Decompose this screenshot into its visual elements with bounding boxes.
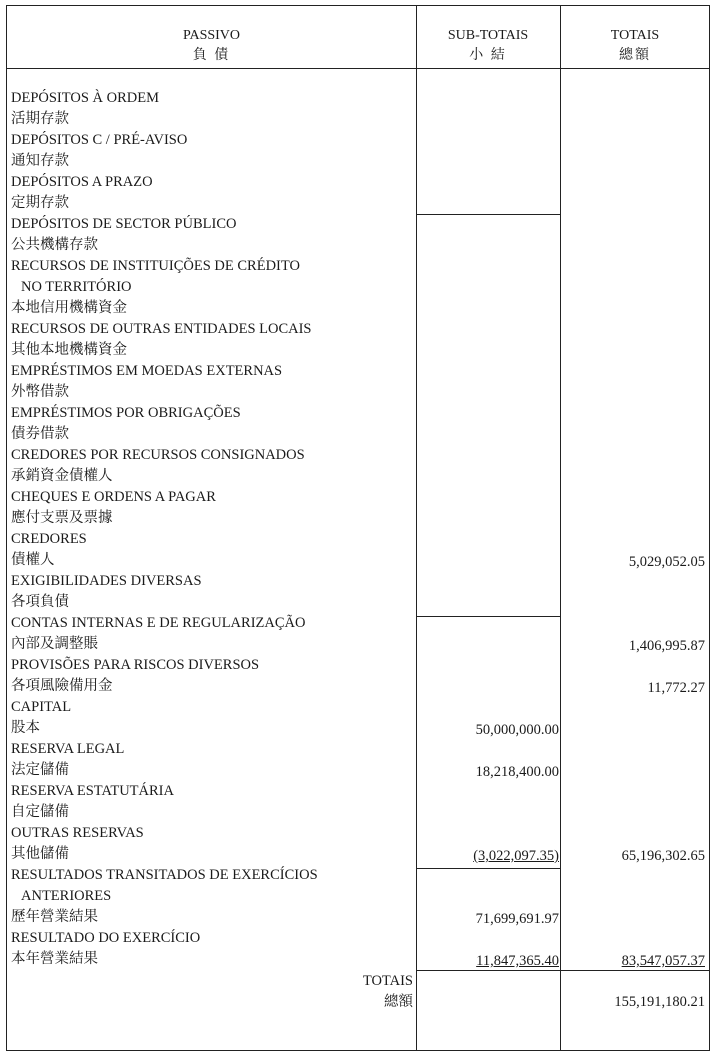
line-contas-internas: CONTAS INTERNAS E DE REGULARIZAÇÃO: [11, 615, 306, 631]
totais-label: TOTAIS: [362, 973, 413, 989]
total-resultados: 83,547,057.37: [621, 953, 705, 969]
header-totais-label: TOTAIS: [610, 28, 660, 43]
line-outras-reservas-zh: 其他儲備: [11, 846, 69, 862]
subtotal-outras-reservas: (3,022,097.35): [473, 848, 559, 864]
grand-total: 155,191,180.21: [614, 994, 705, 1010]
total-provisoes: 11,772.27: [647, 680, 705, 696]
line-emprestimos-obrigacoes: EMPRÉSTIMOS POR OBRIGAÇÕES: [11, 405, 241, 421]
totais-label-zh: 總額: [384, 994, 413, 1010]
line-resultado-exercicio: RESULTADO DO EXERCÍCIO: [11, 930, 201, 946]
line-credores-consignados: CREDORES POR RECURSOS CONSIGNADOS: [11, 447, 305, 463]
total-reservas: 65,196,302.65: [621, 848, 705, 864]
line-exigibilidades-zh: 各項負債: [11, 594, 69, 610]
subtotal-rule-2: [416, 616, 560, 617]
column-divider-2: [560, 6, 561, 1050]
header-totais-label-zh: 總額: [619, 48, 651, 63]
line-emprestimos-obrigacoes-zh: 債券借款: [11, 426, 69, 442]
header-passivo-label-zh: 負 債: [192, 48, 231, 63]
line-cheques-ordens-zh: 應付支票及票據: [11, 510, 113, 526]
line-reserva-legal-zh: 法定儲備: [11, 762, 69, 778]
subtotal-resultado-exercicio: 11,847,365.40: [476, 953, 559, 969]
total-credores: 5,029,052.05: [628, 554, 705, 570]
line-outras-reservas: OUTRAS RESERVAS: [11, 825, 144, 841]
line-resultado-exercicio-zh: 本年營業結果: [11, 951, 98, 967]
header-passivo: [7, 26, 416, 66]
line-reserva-estatutaria-zh: 自定儲備: [11, 804, 69, 820]
line-recursos-outras-entidades: RECURSOS DE OUTRAS ENTIDADES LOCAIS: [11, 321, 312, 337]
line-reserva-legal: RESERVA LEGAL: [11, 741, 125, 757]
line-contas-internas-zh: 內部及調整賬: [11, 636, 98, 652]
line-depositos-sector-publico-zh: 公共機構存款: [11, 237, 98, 253]
line-exigibilidades: EXIGIBILIDADES DIVERSAS: [11, 573, 202, 589]
line-resultados-transitados-cont: ANTERIORES: [21, 888, 112, 904]
line-recursos-instituicoes-cont: NO TERRITÓRIO: [21, 279, 132, 295]
line-provisoes: PROVISÕES PARA RISCOS DIVERSOS: [11, 657, 260, 673]
line-depositos-prazo-zh: 定期存款: [11, 195, 69, 211]
line-credores-consignados-zh: 承銷資金債權人: [11, 468, 113, 484]
line-depositos-prazo: DEPÓSITOS A PRAZO: [11, 174, 153, 190]
line-provisoes-zh: 各項風險備用金: [11, 678, 113, 694]
header-subtotais: [416, 26, 560, 66]
line-depositos-ordem: DEPÓSITOS À ORDEM: [11, 90, 159, 106]
header-rule: [7, 68, 709, 69]
line-resultados-transitados: RESULTADOS TRANSITADOS DE EXERCÍCIOS: [11, 867, 318, 883]
balance-sheet-table: [6, 5, 710, 1051]
line-credores-zh: 債權人: [11, 552, 55, 568]
header-totais: [560, 26, 710, 66]
line-depositos-sector-publico: DEPÓSITOS DE SECTOR PÚBLICO: [11, 216, 237, 232]
line-depositos-pre-aviso-zh: 通知存款: [11, 153, 69, 169]
line-reserva-estatutaria: RESERVA ESTATUTÁRIA: [11, 783, 174, 799]
total-contas-internas: 1,406,995.87: [628, 638, 705, 654]
column-divider-1: [416, 6, 417, 1050]
subtotal-resultados-transitados: 71,699,691.97: [475, 911, 559, 927]
line-resultados-transitados-zh: 歷年營業結果: [11, 909, 98, 925]
line-credores: CREDORES: [11, 531, 87, 547]
line-recursos-outras-entidades-zh: 其他本地機構資金: [11, 342, 127, 358]
header-subtotais-label-zh: 小 結: [469, 48, 507, 63]
line-depositos-ordem-zh: 活期存款: [11, 111, 69, 127]
line-depositos-pre-aviso: DEPÓSITOS C / PRÉ-AVISO: [11, 132, 188, 148]
line-emprestimos-moedas-zh: 外幣借款: [11, 384, 69, 400]
header-subtotais-label: SUB-TOTAIS: [447, 28, 529, 43]
line-recursos-instituicoes: RECURSOS DE INSTITUIÇÕES DE CRÉDITO: [11, 258, 300, 274]
line-recursos-instituicoes-zh: 本地信用機構資金: [11, 300, 127, 316]
line-capital: CAPITAL: [11, 699, 72, 715]
header-passivo-label: PASSIVO: [182, 28, 241, 43]
line-capital-zh: 股本: [11, 720, 40, 736]
line-cheques-ordens: CHEQUES E ORDENS A PAGAR: [11, 489, 216, 505]
subtotal-rule-1: [416, 214, 560, 215]
subtotal-reserva-legal: 18,218,400.00: [475, 764, 559, 780]
line-emprestimos-moedas: EMPRÉSTIMOS EM MOEDAS EXTERNAS: [11, 363, 283, 379]
subtotal-rule-3: [416, 868, 560, 869]
subtotal-capital: 50,000,000.00: [475, 722, 559, 738]
